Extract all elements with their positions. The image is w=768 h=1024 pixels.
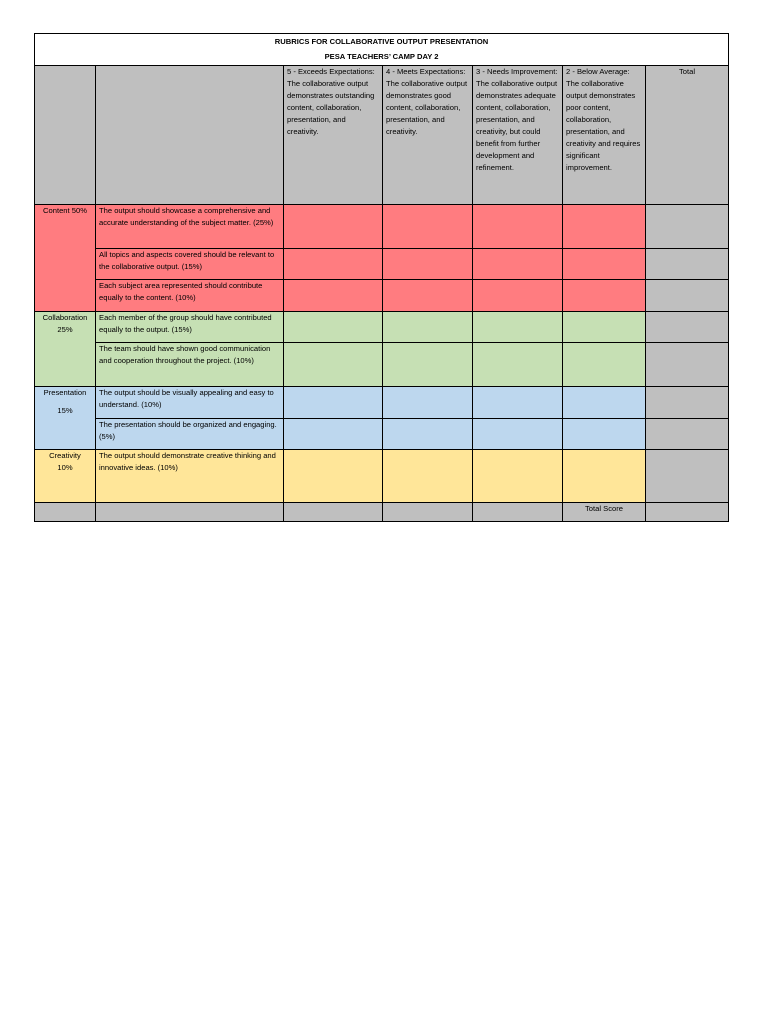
total-cell[interactable] — [646, 387, 729, 419]
table-row — [35, 387, 729, 419]
score-cell[interactable] — [473, 280, 563, 312]
category-creativity-name: Creativity — [49, 451, 81, 460]
category-creativity-weight: 10% — [57, 463, 73, 472]
table-row — [35, 205, 729, 249]
score-cell[interactable] — [473, 387, 563, 419]
score-cell[interactable] — [563, 280, 646, 312]
table-row — [35, 249, 729, 280]
table-row — [35, 312, 729, 343]
criterion-content-2: All topics and aspects covered should be relevant to the collaborative output. (15%) — [96, 249, 284, 280]
rubric-table — [34, 33, 729, 522]
category-creativity — [35, 450, 96, 503]
footer-blank — [383, 503, 473, 522]
score-cell[interactable] — [473, 343, 563, 387]
score-cell[interactable] — [563, 312, 646, 343]
score-cell[interactable] — [383, 450, 473, 503]
score-cell[interactable] — [563, 450, 646, 503]
document-title — [35, 34, 729, 66]
criterion-presentation-2: The presentation should be organized and engaging. (5%) — [96, 419, 284, 450]
header-total: Total — [646, 66, 729, 205]
score-cell[interactable] — [383, 387, 473, 419]
total-score-label: Total Score — [563, 503, 646, 522]
score-cell[interactable] — [383, 312, 473, 343]
criterion-content-3: Each subject area represented should contribute equally to the content. (10%) — [96, 280, 284, 312]
title-line-1: RUBRICS FOR COLLABORATIVE OUTPUT PRESENTATION — [274, 37, 489, 46]
score-cell[interactable] — [383, 205, 473, 249]
title-line-2: PESA TEACHERS’ CAMP DAY 2 — [324, 52, 439, 61]
footer-blank — [96, 503, 284, 522]
header-level-3: 3 - Needs Improvement: The collaborative output demonstrates adequate content, collaboration, presentation, and creativity, but could benefit from further development and refinement. — [473, 66, 563, 205]
score-cell[interactable] — [473, 205, 563, 249]
total-cell[interactable] — [646, 312, 729, 343]
table-row — [35, 343, 729, 387]
category-presentation-weight: 15% — [57, 406, 73, 415]
footer-blank — [35, 503, 96, 522]
total-cell[interactable] — [646, 205, 729, 249]
category-collaboration-weight: 25% — [57, 325, 73, 334]
score-cell[interactable] — [383, 343, 473, 387]
score-cell[interactable] — [383, 249, 473, 280]
total-cell[interactable] — [646, 249, 729, 280]
footer-blank — [284, 503, 383, 522]
header-blank-criteria — [96, 66, 284, 205]
category-collaboration — [35, 312, 96, 387]
total-cell[interactable] — [646, 450, 729, 503]
score-cell[interactable] — [473, 450, 563, 503]
score-cell[interactable] — [284, 280, 383, 312]
total-cell[interactable] — [646, 280, 729, 312]
score-cell[interactable] — [473, 312, 563, 343]
score-cell[interactable] — [473, 419, 563, 450]
score-cell[interactable] — [284, 387, 383, 419]
score-cell[interactable] — [563, 387, 646, 419]
score-cell[interactable] — [563, 205, 646, 249]
header-level-4: 4 - Meets Expectations: The collaborative output demonstrates good content, collaboration, presentation, and creativity. — [383, 66, 473, 205]
header-blank-category — [35, 66, 96, 205]
title-row — [35, 34, 729, 66]
total-cell[interactable] — [646, 419, 729, 450]
score-cell[interactable] — [284, 343, 383, 387]
footer-blank — [473, 503, 563, 522]
header-row — [35, 66, 729, 205]
score-cell[interactable] — [284, 312, 383, 343]
category-presentation — [35, 387, 96, 450]
header-level-5: 5 - Exceeds Expectations: The collaborative output demonstrates outstanding content, collaboration, presentation, and creativity. — [284, 66, 383, 205]
score-cell[interactable] — [473, 249, 563, 280]
criterion-collaboration-1: Each member of the group should have contributed equally to the output. (15%) — [96, 312, 284, 343]
total-score-cell[interactable] — [646, 503, 729, 522]
score-cell[interactable] — [383, 419, 473, 450]
criterion-creativity-1: The output should demonstrate creative thinking and innovative ideas. (10%) — [96, 450, 284, 503]
total-cell[interactable] — [646, 343, 729, 387]
category-presentation-name: Presentation — [43, 388, 87, 397]
score-cell[interactable] — [383, 280, 473, 312]
score-cell[interactable] — [563, 343, 646, 387]
footer-row — [35, 503, 729, 522]
criterion-content-1: The output should showcase a comprehensive and accurate understanding of the subject matter. (25%) — [96, 205, 284, 249]
category-content: Content 50% — [35, 205, 96, 312]
score-cell[interactable] — [284, 205, 383, 249]
table-row — [35, 450, 729, 503]
table-row — [35, 419, 729, 450]
criterion-collaboration-2: The team should have shown good communication and cooperation throughout the project. (10%) — [96, 343, 284, 387]
score-cell[interactable] — [284, 450, 383, 503]
score-cell[interactable] — [563, 249, 646, 280]
score-cell[interactable] — [563, 419, 646, 450]
category-collaboration-name: Collaboration — [42, 313, 88, 322]
header-level-2: 2 - Below Average: The collaborative output demonstrates poor content, collaboration, presentation, and creativity and requires significant improvement. — [563, 66, 646, 205]
criterion-presentation-1: The output should be visually appealing and easy to understand. (10%) — [96, 387, 284, 419]
table-row — [35, 280, 729, 312]
score-cell[interactable] — [284, 249, 383, 280]
score-cell[interactable] — [284, 419, 383, 450]
